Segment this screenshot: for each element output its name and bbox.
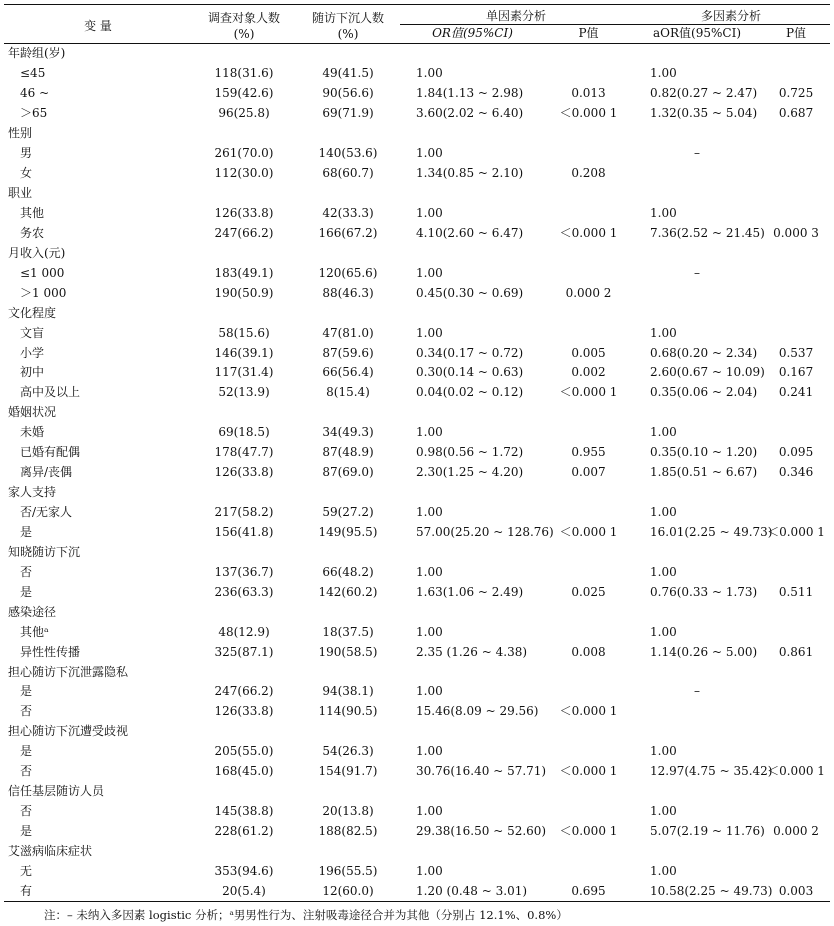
group-label: 艾滋病临床症状 (8, 843, 93, 858)
sample-count-cell: 159(42.6) (214, 86, 274, 101)
header-sample-size (192, 5, 296, 44)
table-row (4, 144, 830, 164)
table-row (4, 164, 830, 184)
sink-count-cell: 114(90.5) (318, 704, 378, 719)
sample-count-cell: 168(45.0) (214, 764, 274, 779)
or-cell: 3.60(2.02 ~ 6.40) (416, 106, 524, 121)
p-value-cell (545, 263, 632, 283)
table-group-row (4, 722, 830, 742)
table-row (4, 423, 830, 443)
row-label: 高中及以上 (20, 385, 81, 400)
adjusted-p-cell: 0.095 (778, 445, 814, 460)
table-group-row (4, 542, 830, 562)
adjusted-p-cell: 0.000 3 (773, 225, 819, 240)
table-group-row (4, 44, 830, 64)
or-cell: 1.20 (0.48 ~ 3.01) (400, 881, 545, 901)
adjusted-p-cell (762, 64, 830, 84)
sink-count-cell: 120(65.6) (318, 265, 378, 280)
regression-table (4, 4, 830, 902)
aor-cell: 1.00 (650, 505, 677, 520)
row-label: 有 (4, 881, 192, 901)
adjusted-p-cell: 0.000 2 (773, 824, 819, 839)
aor-cell: 1.00 (650, 744, 677, 759)
table-header (4, 5, 830, 44)
p-value-cell: 0.005 (571, 345, 606, 360)
group-label: 婚姻状况 (8, 405, 57, 420)
sink-count-cell: 90(56.6) (322, 86, 374, 101)
aor-cell (632, 164, 762, 184)
aor-cell: 1.00 (650, 205, 677, 220)
sample-count-cell: 178(47.7) (214, 445, 274, 460)
adjusted-p-cell (762, 702, 830, 722)
sample-count-cell: 146(39.1) (214, 345, 274, 360)
group-label: 信任基层随访人员 (8, 784, 105, 799)
or-cell: 1.63(1.06 ~ 2.49) (416, 584, 524, 599)
aor-cell: 1.00 (650, 804, 677, 819)
header-sink-count-line2: (%) (337, 26, 359, 41)
row-label: 否 (20, 764, 33, 779)
p-value-cell: ＜0.000 1 (559, 764, 618, 779)
or-cell: 1.00 (416, 425, 443, 440)
or-cell: 1.34(0.85 ~ 2.10) (416, 166, 524, 181)
sink-count-cell: 66(48.2) (322, 564, 374, 579)
sample-count-cell: 117(31.4) (214, 365, 274, 380)
table-row (4, 323, 830, 343)
p-value-cell (545, 562, 632, 582)
adjusted-p-cell (762, 204, 830, 224)
table-group-row (4, 243, 830, 263)
p-value-cell: 0.025 (571, 584, 606, 599)
group-label: 担心随访下沉泄露隐私 (8, 664, 129, 679)
row-label: 无 (20, 863, 33, 878)
aor-cell: 1.00 (650, 66, 677, 81)
or-cell: 29.38(16.50 ~ 52.60) (416, 824, 547, 839)
p-value-cell: 0.695 (545, 881, 632, 901)
row-label: 是 (20, 824, 33, 839)
table-row (4, 283, 830, 303)
sink-count-cell: 20(13.8) (322, 804, 374, 819)
aor-cell: 5.07(2.19 ~ 11.76) (650, 824, 765, 839)
p-value-cell: 0.007 (571, 465, 606, 480)
sample-count-cell: 156(41.8) (214, 524, 274, 539)
aor-cell: 0.35(0.06 ~ 2.04) (650, 385, 758, 400)
sink-count-cell: 88(46.3) (322, 285, 374, 300)
adjusted-p-cell: 0.346 (778, 465, 814, 480)
row-label: 小学 (20, 345, 45, 360)
table-group-row (4, 403, 830, 423)
row-label: 离异/丧偶 (20, 465, 73, 480)
p-value-cell: 0.000 2 (565, 285, 612, 300)
p-value-cell (545, 423, 632, 443)
header-univariate-group: 单因素分析 (400, 5, 632, 25)
header-sink-count (296, 5, 400, 44)
row-label: 男 (20, 146, 33, 161)
sample-count-cell: 236(63.3) (214, 584, 274, 599)
row-label: 是 (20, 584, 33, 599)
or-cell: 1.00 (416, 804, 443, 819)
aor-cell (632, 283, 762, 303)
adjusted-p-cell (762, 323, 830, 343)
sink-count-cell: 87(59.6) (322, 345, 374, 360)
table-group-row (4, 782, 830, 802)
or-cell: 57.00(25.20 ~ 128.76) (416, 524, 554, 539)
row-label: 其他 (20, 205, 45, 220)
adjusted-p-cell: ＜0.000 1 (767, 524, 825, 539)
p-value-cell: ＜0.000 1 (559, 524, 618, 539)
table-group-row (4, 662, 830, 682)
or-cell: 1.00 (416, 205, 443, 220)
group-label: 职业 (8, 186, 33, 201)
sink-count-cell: 154(91.7) (318, 764, 378, 779)
p-value-cell: 0.955 (571, 445, 606, 460)
sink-count-cell: 94(38.1) (322, 684, 374, 699)
adjusted-p-cell: 0.537 (778, 345, 814, 360)
header-aor: aOR值(95%CI) (632, 25, 762, 44)
aor-cell: 2.60(0.67 ~ 10.09) (650, 365, 765, 380)
adjusted-p-cell (762, 682, 830, 702)
or-cell: 30.76(16.40 ~ 57.71) (416, 764, 547, 779)
table-row (4, 802, 830, 822)
table-row (4, 582, 830, 602)
sample-count-cell: 190(50.9) (214, 285, 274, 300)
or-cell: 0.04(0.02 ~ 0.12) (416, 385, 524, 400)
aor-cell: – (694, 146, 701, 161)
or-cell: 0.34(0.17 ~ 0.72) (416, 345, 524, 360)
sink-count-cell: 68(60.7) (322, 166, 374, 181)
table-group-row (4, 602, 830, 622)
sample-count-cell: 58(15.6) (218, 325, 270, 340)
table-row (4, 223, 830, 243)
row-label: 否 (20, 564, 33, 579)
group-label: 知晓随访下沉 (8, 544, 81, 559)
table-row (4, 383, 830, 403)
or-cell: 1.00 (416, 265, 443, 280)
sample-count-cell: 183(49.1) (214, 265, 274, 280)
adjusted-p-cell (762, 861, 830, 881)
sample-count-cell: 247(66.2) (214, 225, 274, 240)
adjusted-p-cell (762, 144, 830, 164)
header-sink-count-line1: 随访下沉人数 (311, 10, 384, 25)
group-label: 感染途径 (8, 604, 57, 619)
or-cell: 1.00 (416, 146, 443, 161)
table-row (4, 263, 830, 283)
sink-count-cell: 34(49.3) (322, 425, 374, 440)
p-value-cell (545, 323, 632, 343)
or-cell: 2.35 (1.26 ~ 4.38) (416, 644, 528, 659)
sample-count-cell: 217(58.2) (214, 505, 274, 520)
sink-count-cell: 196(55.5) (318, 863, 378, 878)
aor-cell: 0.82(0.27 ~ 2.47) (650, 86, 758, 101)
table-row (4, 363, 830, 383)
sink-count-cell: 49(41.5) (322, 66, 374, 81)
or-cell: 1.00 (416, 863, 443, 878)
p-value-cell (545, 861, 632, 881)
table-body (4, 44, 830, 902)
p-value-cell (545, 503, 632, 523)
table-row (4, 881, 830, 901)
table-footnote: 注：– 未纳入多因素 logistic 分析；ᵃ男男性行为、注射吸毒途径合并为其他（分别占 12.1%、0.8%） (44, 908, 568, 923)
table-row (4, 343, 830, 363)
sample-count-cell: 52(13.9) (218, 385, 270, 400)
table-row (4, 562, 830, 582)
group-label: 担心随访下沉遭受歧视 (8, 724, 129, 739)
header-sample-size-line2: (%) (233, 26, 255, 41)
aor-cell: 1.00 (650, 863, 677, 878)
aor-cell: 1.85(0.51 ~ 6.67) (650, 465, 758, 480)
sink-count-cell: 87(69.0) (322, 465, 374, 480)
p-value-cell: ＜0.000 1 (559, 106, 618, 121)
sink-count-cell: 12(60.0) (296, 881, 400, 901)
table-group-row (4, 483, 830, 503)
adjusted-p-cell: 0.241 (778, 385, 814, 400)
aor-cell: 16.01(2.25 ~ 49.73) (650, 524, 773, 539)
or-cell: 1.00 (416, 744, 443, 759)
row-label: ＞1 000 (20, 285, 67, 300)
table-row (4, 523, 830, 543)
adjusted-p-cell: 0.511 (778, 584, 814, 599)
table-row (4, 622, 830, 642)
sink-count-cell: 87(48.9) (322, 445, 374, 460)
sample-count-cell: 126(33.8) (214, 205, 274, 220)
adjusted-p-cell (762, 423, 830, 443)
or-cell: 1.00 (416, 325, 443, 340)
sink-count-cell: 8(15.4) (326, 385, 370, 400)
table-row (4, 762, 830, 782)
aor-cell: 1.14(0.26 ~ 5.00) (650, 644, 758, 659)
aor-cell: 10.58(2.25 ~ 49.73) (632, 881, 762, 901)
adjusted-p-cell: 0.687 (778, 106, 814, 121)
sample-count-cell: 247(66.2) (214, 684, 274, 699)
row-label: ≤45 (20, 66, 46, 81)
sample-count-cell: 69(18.5) (218, 425, 270, 440)
sink-count-cell: 188(82.5) (318, 824, 378, 839)
table-row (4, 503, 830, 523)
or-cell: 0.30(0.14 ~ 0.63) (416, 365, 524, 380)
or-cell: 1.00 (416, 564, 443, 579)
sink-count-cell: 18(37.5) (322, 624, 374, 639)
sink-count-cell: 42(33.3) (322, 205, 374, 220)
adjusted-p-cell: ＜0.000 1 (767, 764, 825, 779)
p-value-cell: 0.008 (571, 644, 606, 659)
group-label: 家人支持 (8, 485, 57, 500)
aor-cell: 0.35(0.10 ~ 1.20) (650, 445, 758, 460)
table-row (4, 702, 830, 722)
row-label: 异性性传播 (20, 644, 81, 659)
table-row (4, 443, 830, 463)
p-value-cell (545, 144, 632, 164)
sample-count-cell: 126(33.8) (214, 704, 274, 719)
table-row (4, 64, 830, 84)
sink-count-cell: 142(60.2) (318, 584, 378, 599)
or-cell: 15.46(8.09 ~ 29.56) (416, 704, 539, 719)
row-label: 未婚 (20, 425, 45, 440)
adjusted-p-cell: 0.003 (762, 881, 830, 901)
row-label: 文盲 (20, 325, 45, 340)
or-cell: 1.00 (416, 624, 443, 639)
sample-count-cell: 353(94.6) (214, 863, 274, 878)
sink-count-cell: 140(53.6) (318, 146, 378, 161)
row-label: ≤1 000 (20, 265, 65, 280)
table-row (4, 822, 830, 842)
sample-count-cell: 261(70.0) (214, 146, 274, 161)
sample-count-cell: 228(61.2) (214, 824, 274, 839)
table-row (4, 204, 830, 224)
sample-count-cell: 20(5.4) (192, 881, 296, 901)
p-value-cell (545, 802, 632, 822)
or-cell: 4.10(2.60 ~ 6.47) (416, 225, 524, 240)
aor-cell: 0.76(0.33 ~ 1.73) (650, 584, 758, 599)
table-container (4, 0, 830, 923)
aor-cell: 1.00 (650, 564, 677, 579)
p-value-cell (545, 204, 632, 224)
or-cell: 0.45(0.30 ~ 0.69) (416, 285, 524, 300)
aor-cell: 12.97(4.75 ~ 35.42) (650, 764, 773, 779)
p-value-cell: 0.208 (571, 166, 606, 181)
aor-cell: 1.00 (650, 624, 677, 639)
header-or: OR值(95%CI) (400, 25, 545, 44)
table-row (4, 861, 830, 881)
sample-count-cell: 118(31.6) (214, 66, 274, 81)
aor-cell: – (694, 684, 701, 699)
p-value-cell: ＜0.000 1 (559, 225, 618, 240)
aor-cell (632, 702, 762, 722)
table-row (4, 463, 830, 483)
or-cell: 0.98(0.56 ~ 1.72) (416, 445, 524, 460)
row-label: 务农 (20, 225, 45, 240)
sink-count-cell: 149(95.5) (318, 524, 378, 539)
table-group-row (4, 184, 830, 204)
header-multivariate-group: 多因素分析 (632, 5, 830, 25)
adjusted-p-cell: 0.167 (778, 365, 814, 380)
aor-cell: – (694, 265, 701, 280)
or-cell: 1.00 (416, 505, 443, 520)
row-label: ＞65 (20, 106, 48, 121)
sample-count-cell: 126(33.8) (214, 465, 274, 480)
or-cell: 1.00 (416, 684, 443, 699)
row-label: 已婚有配偶 (20, 445, 81, 460)
sample-count-cell: 137(36.7) (214, 564, 274, 579)
p-value-cell: ＜0.000 1 (559, 385, 618, 400)
sample-count-cell: 325(87.1) (214, 644, 274, 659)
adjusted-p-cell: 0.861 (778, 644, 814, 659)
aor-cell: 1.00 (650, 325, 677, 340)
table-row (4, 742, 830, 762)
aor-cell: 1.00 (650, 425, 677, 440)
group-label: 年龄组(岁) (8, 46, 66, 61)
row-label: 女 (20, 166, 33, 181)
sink-count-cell: 59(27.2) (322, 505, 374, 520)
table-group-row (4, 303, 830, 323)
sample-count-cell: 48(12.9) (218, 624, 270, 639)
sink-count-cell: 69(71.9) (322, 106, 374, 121)
p-value-cell (545, 64, 632, 84)
aor-cell: 7.36(2.52 ~ 21.45) (650, 225, 765, 240)
row-label: 46 ~ (20, 86, 50, 101)
header-sample-size-line1: 调查对象人数 (207, 10, 280, 25)
table-row (4, 682, 830, 702)
table-row (4, 84, 830, 104)
row-label: 其他ᵃ (20, 624, 49, 639)
p-value-cell (545, 682, 632, 702)
group-label: 性别 (8, 126, 33, 141)
adjusted-p-cell (762, 164, 830, 184)
or-cell: 1.84(1.13 ~ 2.98) (416, 86, 524, 101)
sink-count-cell: 166(67.2) (318, 225, 378, 240)
adjusted-p-cell (762, 622, 830, 642)
aor-cell: 0.68(0.20 ~ 2.34) (650, 345, 758, 360)
group-label: 文化程度 (8, 305, 57, 320)
row-label: 是 (20, 524, 33, 539)
adjusted-p-cell (762, 503, 830, 523)
adjusted-p-cell: 0.725 (778, 86, 814, 101)
or-cell: 1.00 (416, 66, 443, 81)
row-label: 初中 (20, 365, 45, 380)
header-p: P值 (545, 25, 632, 44)
sink-count-cell: 190(58.5) (318, 644, 378, 659)
sample-count-cell: 112(30.0) (214, 166, 274, 181)
adjusted-p-cell (762, 283, 830, 303)
header-adjusted-p: P值 (762, 25, 830, 44)
p-value-cell (545, 622, 632, 642)
p-value-cell (545, 742, 632, 762)
row-label: 是 (20, 744, 33, 759)
p-value-cell: 0.013 (571, 86, 606, 101)
row-label: 否 (20, 704, 33, 719)
table-group-row (4, 124, 830, 144)
sample-count-cell: 145(38.8) (214, 804, 274, 819)
adjusted-p-cell (762, 562, 830, 582)
p-value-cell: ＜0.000 1 (559, 824, 618, 839)
sink-count-cell: 54(26.3) (322, 744, 374, 759)
sample-count-cell: 96(25.8) (218, 106, 270, 121)
row-label: 是 (20, 684, 33, 699)
row-label: 否/无家人 (20, 505, 73, 520)
table-row (4, 642, 830, 662)
or-cell: 2.30(1.25 ~ 4.20) (416, 465, 524, 480)
adjusted-p-cell (762, 742, 830, 762)
sink-count-cell: 66(56.4) (322, 365, 374, 380)
aor-cell: 1.32(0.35 ~ 5.04) (650, 106, 758, 121)
header-variable: 变 量 (4, 5, 192, 44)
group-label: 月收入(元) (8, 245, 66, 260)
sink-count-cell: 47(81.0) (322, 325, 374, 340)
table-group-row (4, 842, 830, 862)
p-value-cell: ＜0.000 1 (559, 704, 618, 719)
p-value-cell: 0.002 (571, 365, 606, 380)
table-row (4, 104, 830, 124)
sample-count-cell: 205(55.0) (214, 744, 274, 759)
row-label: 否 (20, 804, 33, 819)
adjusted-p-cell (762, 263, 830, 283)
adjusted-p-cell (762, 802, 830, 822)
